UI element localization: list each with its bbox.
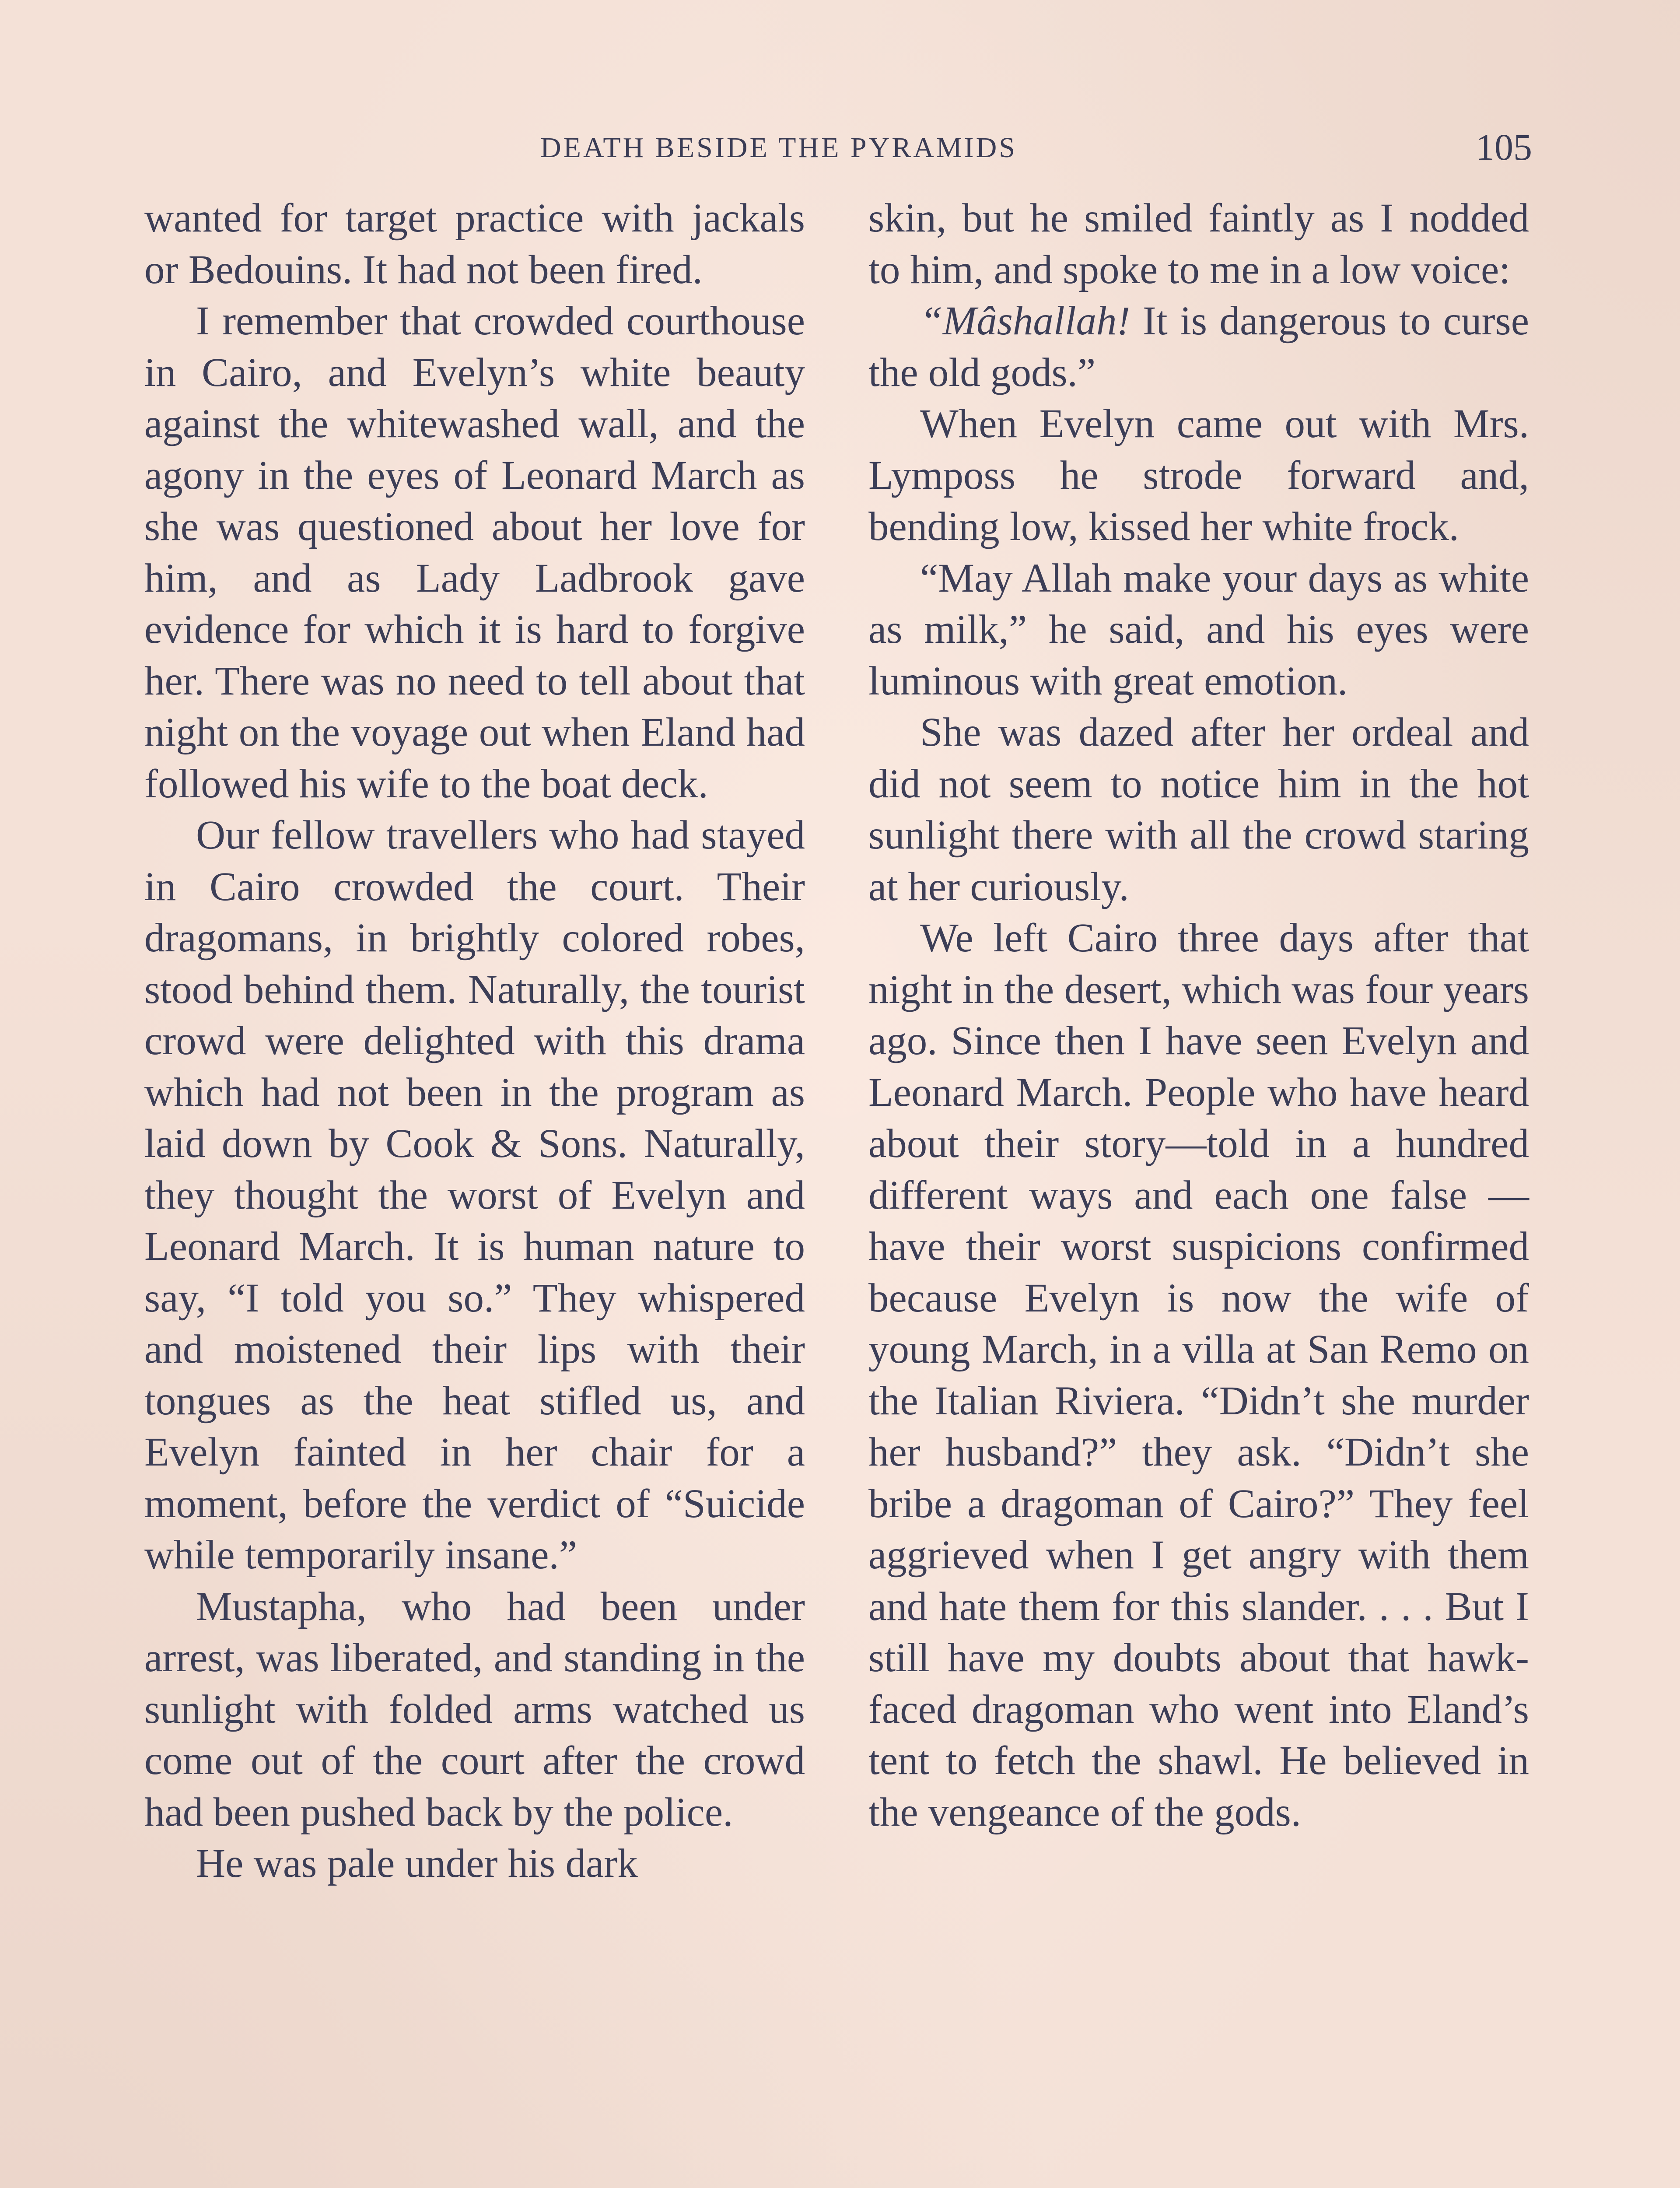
page-number: 105 [1476, 126, 1532, 168]
paragraph: Mustapha, who had been under arrest, was liberated, and standing in the sunlight with folded arms watched us come out of the court after the crowd had been pushed back by the police. [144, 1584, 805, 1835]
paragraph: Our fellow travellers who had stayed in Cairo crowded the court. Their dragomans, in brightly colored robes, stood behind them. Naturally, the tourist crowd were delighted with this drama which had not been in the program as laid down by Cook & Sons. Naturally, they thought the worst of Evelyn and Leonard March. It is human nature to say, “I told you so.” They whispered and moistened their lips with their tongues as the heat stifled us, and Evelyn fainted in her chair for a moment, before the verdict of “Suicide while temporarily insane.” [144, 813, 805, 1578]
left-column [144, 193, 805, 1890]
paragraph: wanted for target practice with jackals or Bedouins. It had not been fired. [144, 196, 805, 292]
paragraph: When Evelyn came out with Mrs. Lymposs he strode forward and, bending low, kissed her white frock. [868, 401, 1529, 549]
paragraph: He was pale under his dark [196, 1841, 638, 1886]
paragraph: “May Allah make your days as white as milk,” he said, and his eyes were luminous with great emotion. [868, 555, 1529, 704]
paragraph: We left Cairo three days after that night in the desert, which was four years ago. Since then I have seen Evelyn and Leonard March. People who have heard about their story—told in a hundred different ways and each one false —have their worst suspicions confirmed because Evelyn is now the wife of young March, in a villa at San Remo on the Italian Riviera. “Didn’t she murder her husband?” they ask. “Didn’t she bribe a dragoman of Cairo?” They feel aggrieved when I get angry with them and hate them for this slander. . . . But I still have my doubts about that hawk-faced dragoman who went into Eland’s tent to fetch the shawl. He believed in the vengeance of the gods. [868, 915, 1529, 1835]
paragraph-text: It is dangerous to curse the old gods.” [868, 298, 1529, 395]
paragraph [868, 295, 1529, 398]
paragraph: I remember that crowded courthouse in Cairo, and Evelyn’s white beauty against the whitewashed wall, and the agony in the eyes of Leonard March as she was questioned about her love for him, and as Lady Ladbrook gave evidence for which it is hard to forgive her. There was no need to tell about that night on the voyage out when Eland had followed his wife to the boat deck. [144, 298, 805, 806]
paragraph: She was dazed after her ordeal and did not seem to notice him in the hot sunlight there with all the crowd staring at her curiously. [868, 710, 1529, 909]
italic-phrase: “Mâshallah! [920, 298, 1130, 344]
paragraph: skin, but he smiled faintly as I nodded to him, and spoke to me in a low voice: [868, 196, 1529, 292]
right-column [868, 193, 1529, 1838]
running-title: DEATH BESIDE THE PYRAMIDS [540, 132, 1017, 164]
